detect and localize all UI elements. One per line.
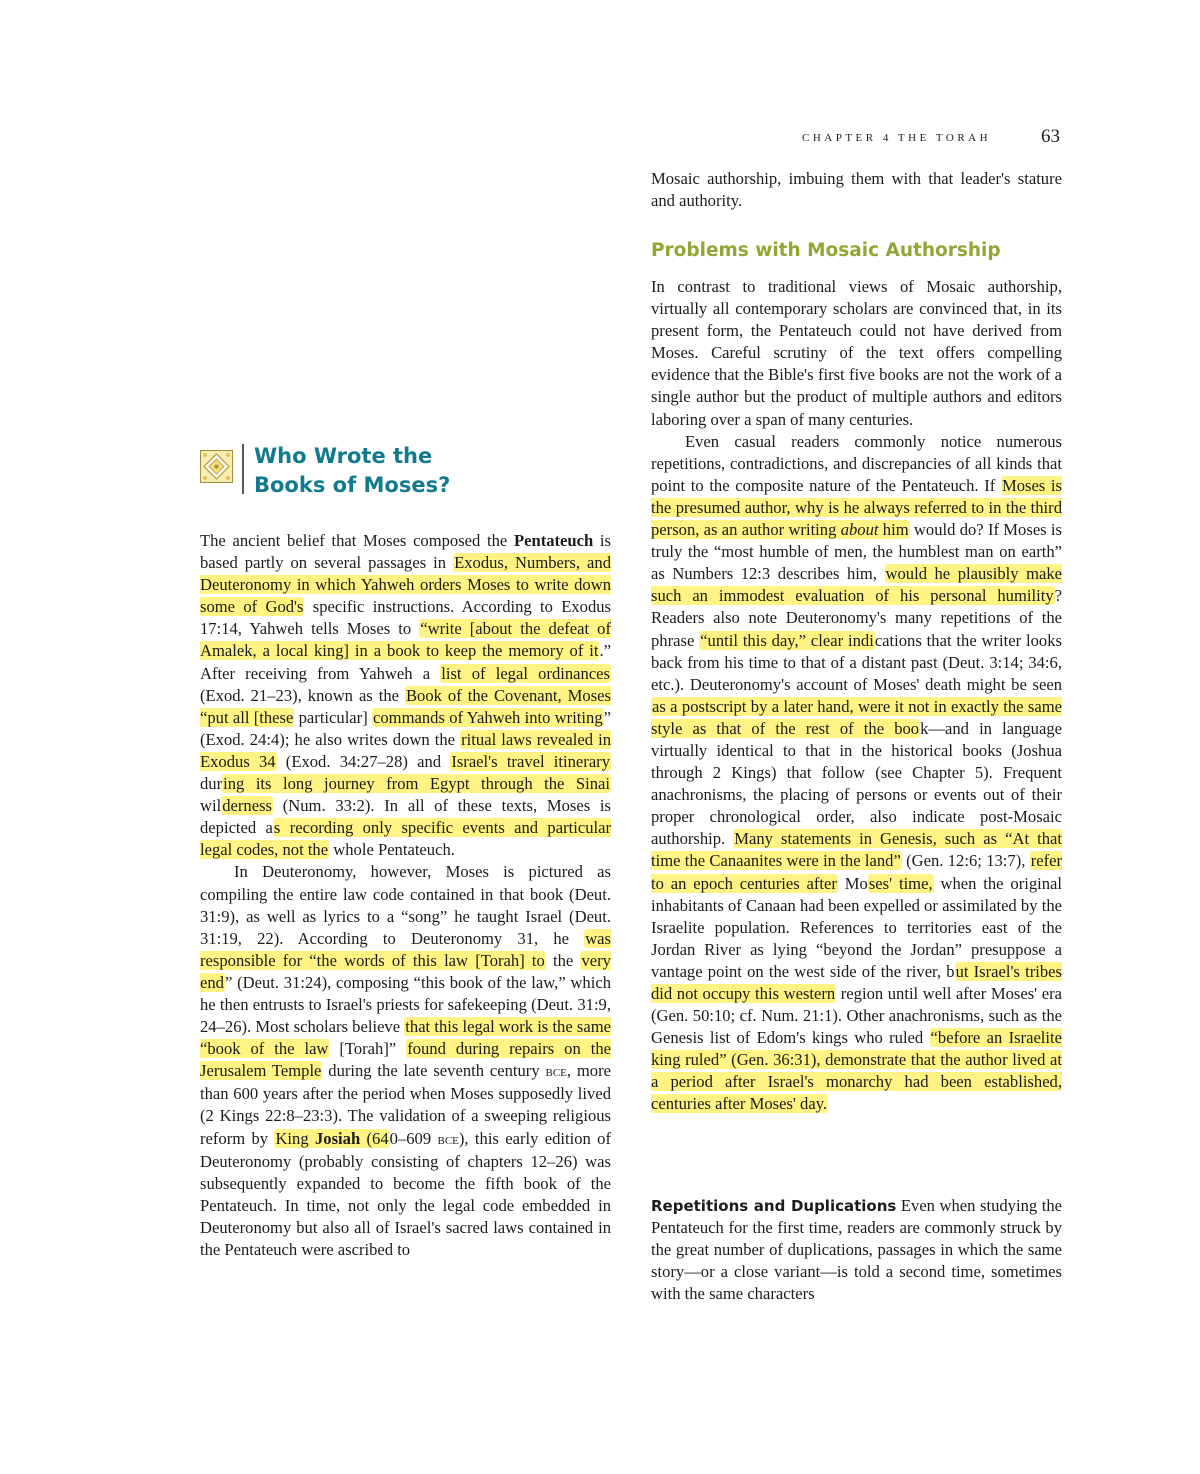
text: wil bbox=[200, 796, 222, 816]
highlight: was responsible for “the words of this law [Torah] to bbox=[200, 928, 611, 970]
key-term: Josiah bbox=[314, 1128, 361, 1148]
text: cations that the writer looks back from his time to that of a distant past (Deut. 3:14; 34:6, etc.). Deuteronomy's account of Moses' death might be seen bbox=[651, 630, 1062, 694]
text: (Gen. 12:6; 13:7), bbox=[901, 851, 1030, 871]
highlight: that this legal work is the same “book of the law bbox=[200, 1017, 611, 1059]
text: dur bbox=[200, 774, 223, 794]
highlight: refer to an epoch centuries after bbox=[651, 851, 1062, 893]
era-abbr: bce bbox=[545, 1064, 567, 1081]
text: the bbox=[545, 950, 581, 970]
text: whole Pentateuch. bbox=[329, 840, 455, 860]
text: ” (Deut. 31:24), composing “this book of the law,” which he then entrusts to Israel's priests for safekeeping (Deut. 31:9, 24–26). Most scholars believe bbox=[200, 972, 611, 1037]
text: (Num. 33:2). In all of these texts, Moses is depicted a bbox=[200, 796, 611, 838]
text: 0–609 bbox=[389, 1128, 438, 1148]
era-abbr: bce bbox=[437, 1131, 459, 1148]
text: ), this early edition of Deuteronomy (probably consisting of chapters 12–26) was subsequently expanded to become the fifth book of the Pentateuch. In time, not only the legal code embedded in Deuteronomy but also all of Israel's sacred laws contained in the Pentateuch were ascribed to bbox=[200, 1128, 611, 1259]
highlight: ing its long journey from Egypt through the Sinai bbox=[223, 774, 610, 794]
text: him bbox=[878, 520, 909, 540]
paragraph: Mosaic authorship, imbuing them with that leader's stature and authority. bbox=[651, 169, 1062, 211]
text: when the original inhabitants of Canaan had been expelled or assimilated by the Israelite population. References to territories east of the Jordan River as lying “beyond the Jordan” presuppose a vantage point on the west side of the river, b bbox=[651, 873, 1063, 981]
emphasis: about bbox=[840, 520, 879, 540]
highlight: list of legal ordinances bbox=[441, 663, 611, 683]
text: k—and in language virtually identical to that in the historical books (Joshua through 2 Kings) that follow (see Chapter 5). Frequent anachronisms, the placing of persons or events out of their proper chronological order, also indicate post-Mosaic authorship. bbox=[651, 718, 1062, 849]
heading-rule bbox=[242, 444, 244, 494]
highlight: derness bbox=[222, 796, 272, 816]
right-column-body bbox=[651, 276, 1062, 1116]
text: would do? If Moses is truly the “most humble of men, the humblest man on earth” as Numbers 12:3 describes him, bbox=[651, 520, 1063, 584]
highlight bbox=[274, 1129, 389, 1148]
text: [Torah]” bbox=[329, 1039, 407, 1059]
text: Even when studying the Pentateuch for the first time, readers are commonly struck by the great number of duplications, passages in which the same story—or a close variant—is told a second time, sometimes with the same characters bbox=[651, 1196, 1062, 1304]
highlight: as a postscript by a later hand, were it not in exactly the same style as that of the rest of the boo bbox=[651, 696, 1062, 738]
right-column bbox=[651, 168, 1062, 212]
highlight: would he plausibly make such an immodest evaluation of his personal humility bbox=[651, 564, 1062, 606]
diamond-ornament-icon bbox=[200, 450, 233, 483]
text: , more than 600 years after the period when Moses supposedly lived (2 Kings 22:8–23:3). The validation of a sweeping religious reform by bbox=[200, 1061, 611, 1148]
paragraph bbox=[651, 431, 1062, 1116]
text: Even casual readers commonly notice numerous repetitions, contradictions, and discrepancies of all kinds that point to the composite nature of the Pentateuch. If bbox=[651, 431, 1062, 495]
highlight: Many statements in Genesis, such as “At that time the Canaanites were in the land” bbox=[651, 829, 1062, 871]
text: .” After receiving from Yahweh a bbox=[200, 641, 611, 683]
highlight: “write [about the defeat of Amalek, a local king] in a book to keep the memory of it bbox=[200, 619, 611, 661]
highlight: Book of the Covenant, Moses “put all [these bbox=[200, 685, 611, 727]
run-in-heading: Repetitions and Duplications bbox=[651, 1197, 897, 1215]
text: (Exod. 34:27–28) and bbox=[276, 751, 451, 771]
text: region until well after Moses' era (Gen. 50:10; cf. Num. 21:1). Other anachronisms, such as the Genesis list of Edom's kings who ruled bbox=[651, 984, 1062, 1048]
highlight: “before an Israelite king ruled” (Gen. 36:31), demonstrate that the author lived at a period after Israel's monarchy had been established, centuries after Moses' day. bbox=[651, 1028, 1063, 1114]
text: (64 bbox=[360, 1128, 389, 1148]
text: The ancient belief that Moses composed the bbox=[200, 531, 514, 550]
highlight: Exodus, Numbers, and Deuteronomy in which Yahweh orders Moses to write down some of God's bbox=[200, 553, 611, 617]
highlight: ut Israel's tribes did not occupy this western bbox=[651, 961, 1062, 1003]
text: during the late seventh century bbox=[322, 1061, 546, 1081]
section-heading: Problems with Mosaic Authorship bbox=[651, 240, 1001, 261]
text: specific instructions. According to Exodus 17:14, Yahweh tells Moses to bbox=[200, 597, 611, 639]
paragraph bbox=[651, 1195, 1062, 1305]
text: ” (Exod. 24:4); he also writes down the bbox=[200, 707, 611, 749]
text: King bbox=[275, 1128, 315, 1148]
highlight: s recording only specific events and particular legal codes, not the bbox=[200, 818, 611, 860]
chapter-title: CHAPTER 4 THE TORAH bbox=[802, 132, 992, 144]
highlight: commands of Yahweh into writing bbox=[373, 707, 603, 727]
highlight: ritual laws revealed in Exodus 34 bbox=[200, 729, 611, 771]
highlight: “until this day,” clear indi bbox=[700, 630, 874, 650]
text: Moses is the presumed author, why is he always referred to in the third person, as an author writing bbox=[651, 475, 1062, 540]
text: (Exod. 21–23), known as the bbox=[200, 685, 405, 705]
running-head bbox=[760, 128, 1060, 150]
highlight: found during repairs on the Jerusalem Temple bbox=[200, 1039, 611, 1081]
paragraph: In contrast to traditional views of Mosaic authorship, virtually all contemporary scholars are convinced that, in its present form, the Pentateuch could not have derived from Moses. Careful scrutiny of the text offers compelling evidence that the Bible's first five books are not the work of a single author but the product of multiple authors and editors laboring over a span of many centuries. bbox=[651, 277, 1062, 429]
text: Mo bbox=[837, 873, 868, 893]
text: is based partly on several passages in bbox=[200, 531, 611, 573]
text: In Deuteronomy, however, Moses is pictured as compiling the entire law code contained in that book (Deut. 31:9), as well as lyrics to a “song” he taught Israel (Deut. 31:19, 22). According to Deuteronomy 31, he bbox=[200, 862, 611, 948]
paragraph bbox=[200, 861, 611, 1261]
text: particular] bbox=[294, 707, 373, 727]
text: ? Readers also note Deuteronomy's many repetitions of the phrase bbox=[651, 586, 1062, 650]
left-column bbox=[200, 530, 611, 1261]
subsection-repetitions bbox=[651, 1195, 1062, 1305]
sidebar-title-line-1: Who Wrote the bbox=[254, 444, 433, 468]
paragraph bbox=[200, 530, 611, 861]
page-number: 63 bbox=[1041, 126, 1060, 147]
highlight: very end bbox=[200, 950, 611, 992]
highlight: ses' time, bbox=[868, 873, 933, 893]
sidebar-title bbox=[254, 442, 514, 500]
highlight: Israel's travel itinerary bbox=[451, 751, 611, 771]
key-term: Pentateuch bbox=[513, 531, 594, 550]
sidebar-title-line-2: Books of Moses? bbox=[254, 473, 451, 497]
